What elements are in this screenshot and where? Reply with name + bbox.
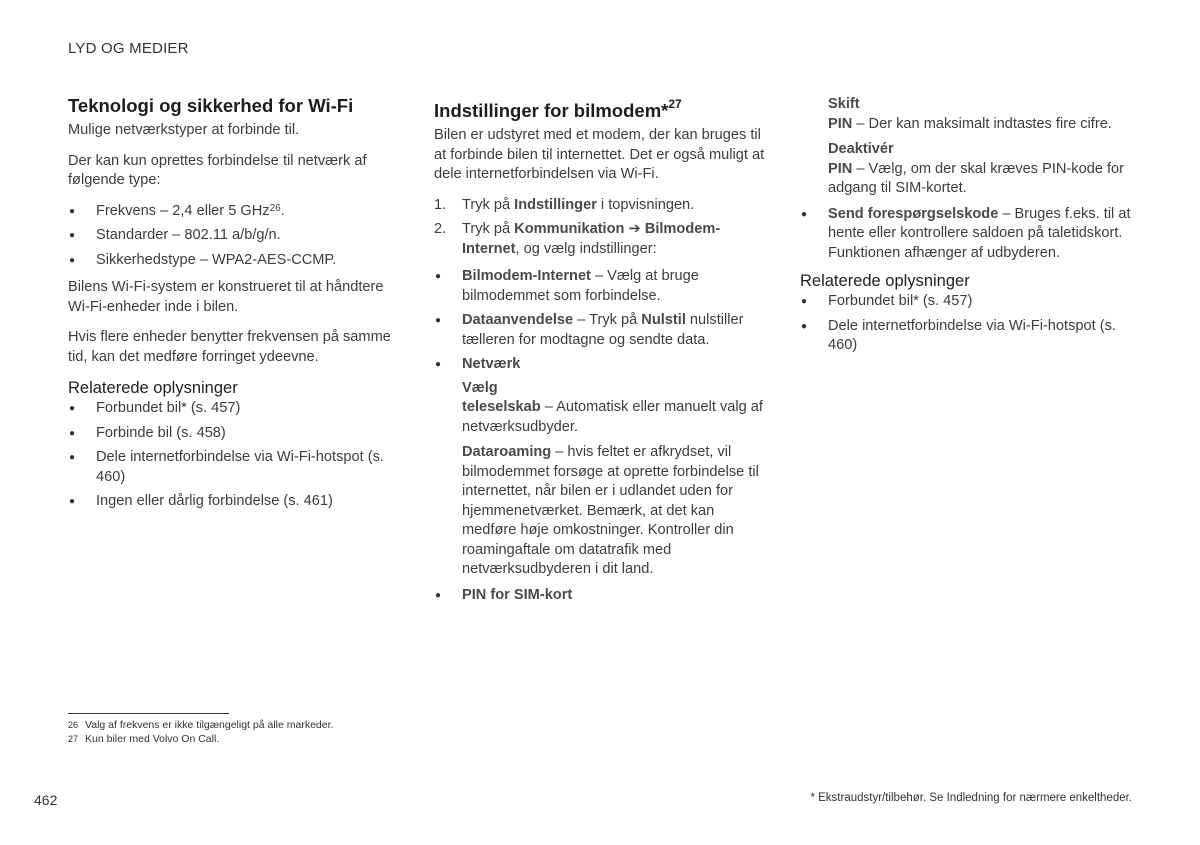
menu-car-modem-internet: Bilmodem-Internet [462, 221, 721, 257]
step-1: 1. Tryk på Indstillinger i topvisningen. [434, 196, 695, 213]
list-item-frequency: ● Frekvens – 2,4 eller 5 GHz$^{26}$. [68, 202, 403, 222]
related-link[interactable]: ● Dele internetforbindelse via Wi-Fi-hotspot (s. 460) [800, 317, 1135, 356]
related-info-list [68, 399, 403, 512]
related-info-heading: Relaterede oplysninger [800, 272, 970, 290]
related-link[interactable]: ● Forbundet bil* (s. 457) [68, 399, 403, 419]
network-sub-options [462, 379, 769, 580]
related-link[interactable]: ● Forbundet bil* (s. 457) [800, 292, 1135, 312]
related-link[interactable]: ● Ingen eller dårlig forbindelse (s. 461) [68, 492, 403, 512]
sub-option-carrier: Vælg teleselskab – Automatisk eller manuelt valg af netværksudbyder. [462, 379, 763, 435]
option-data-usage: ● Dataanvendelse – Tryk på Nulstil nulstiller tælleren for modtagne og sendte data. [434, 311, 769, 350]
step-2: 2. Tryk på Kommunikation ➔ Bilmodem-Internet, og vælg indstillinger: [434, 221, 721, 257]
footnote-ref-26: 26 [269, 202, 281, 214]
sub-option-change-pin: Skift PIN – Der kan maksimalt indtastes fire cifre. [828, 96, 1112, 132]
section-title: Indstillinger for bilmodem*$^{27}$ [434, 97, 682, 122]
options-list [800, 205, 1135, 264]
footnote-ref-27: 27 [668, 97, 682, 111]
section-title: Teknologi og sikkerhed for Wi-Fi [68, 95, 354, 116]
related-info-heading: Relaterede oplysninger [68, 379, 238, 397]
options-list [434, 267, 769, 605]
option-send-request-code: ● Send forespørgselskode – Bruges f.eks. til at hente eller kontrollere saldoen på taletidskort. Funktionen afhænger af udbyderen. [800, 205, 1135, 264]
section-header: LYD OG MEDIER [68, 40, 189, 57]
network-type-list [68, 202, 403, 271]
paragraph: Hvis flere enheder benytter frekvensen på samme tid, kan det medføre forringet ydeevne. [68, 329, 391, 365]
sub-option-deactivate-pin: Deaktivér PIN – Vælg, om der skal kræves PIN-kode for adgang til SIM-kortet. [828, 141, 1125, 196]
related-link[interactable]: ● Forbinde bil (s. 458) [68, 424, 403, 444]
page-number: 462 [34, 792, 58, 808]
option-car-modem-internet: ● Bilmodem-Internet – Vælg at bruge bilmodemmet som forbindelse. [434, 267, 769, 306]
arrow-icon: ➔ [624, 221, 645, 238]
footnotes [68, 718, 333, 746]
list-item-standards: ● Standarder – 802.11 a/b/g/n. [68, 226, 403, 246]
menu-communication: Kommunikation [514, 221, 625, 238]
section-subtitle: Mulige netværkstyper at forbinde til. [68, 122, 300, 138]
column-wifi-technology [68, 95, 403, 520]
list-item-security-type: ● Sikkerhedstype – WPA2-AES-CCMP. [68, 251, 403, 271]
footnote-divider [68, 713, 229, 714]
intro-paragraph: Der kan kun oprettes forbindelse til netværk af følgende type: [68, 152, 367, 188]
option-pin-sim: ● PIN for SIM-kort [434, 586, 769, 606]
sub-option-roaming: Dataroaming – hvis feltet er afkrydset, vil bilmodemmet forsøge at oprette forbindelse til internettet, når bilen er i udlandet uden for hjemmenetværket. Bemærk, at det kan medføre høje omkostninger. Kontroller din roamingaftale om datatrafik med netværksudbyderen i dit land. [462, 444, 759, 578]
option-network: ● Netværk Vælg teleselskab – Automatisk eller manuelt valg af netværksudbyder. Dataroaming – hvis feltet er afkrydset, vil bilmodemmet forsøge at oprette forbindelse til internettet, når bilen er i udlandet uden for hjemmenetværket. Bemærk, at det kan medføre høje omkostninger. Kontroller din roamingaftale om datatrafik med netværksudbyderen i dit land. [434, 355, 769, 580]
column-modem-settings [434, 95, 769, 613]
menu-settings: Indstillinger [514, 196, 597, 213]
steps-list [434, 196, 769, 260]
footnote-26: 26 Valg af frekvens er ikke tilgængeligt på alle markeder. [68, 719, 334, 731]
pin-sub-options [800, 95, 1135, 199]
column-modem-settings-cont [800, 95, 1135, 364]
intro-paragraph: Bilen er udstyret med et modem, der kan bruges til at forbinde bilen til internettet. Det er også muligt at dele internetforbindelsen via Wi-Fi. [434, 127, 765, 183]
related-info-list [800, 292, 1135, 356]
footer-note: * Ekstraudstyr/tilbehør. Se Indledning for nærmere enkeltheder. [810, 792, 1132, 804]
paragraph: Bilens Wi-Fi-system er konstrueret til at håndtere Wi-Fi-enheder inde i bilen. [68, 279, 384, 315]
related-link[interactable]: ● Dele internetforbindelse via Wi-Fi-hotspot (s. 460) [68, 448, 403, 487]
footnote-27: 27 Kun biler med Volvo On Call. [68, 733, 220, 745]
